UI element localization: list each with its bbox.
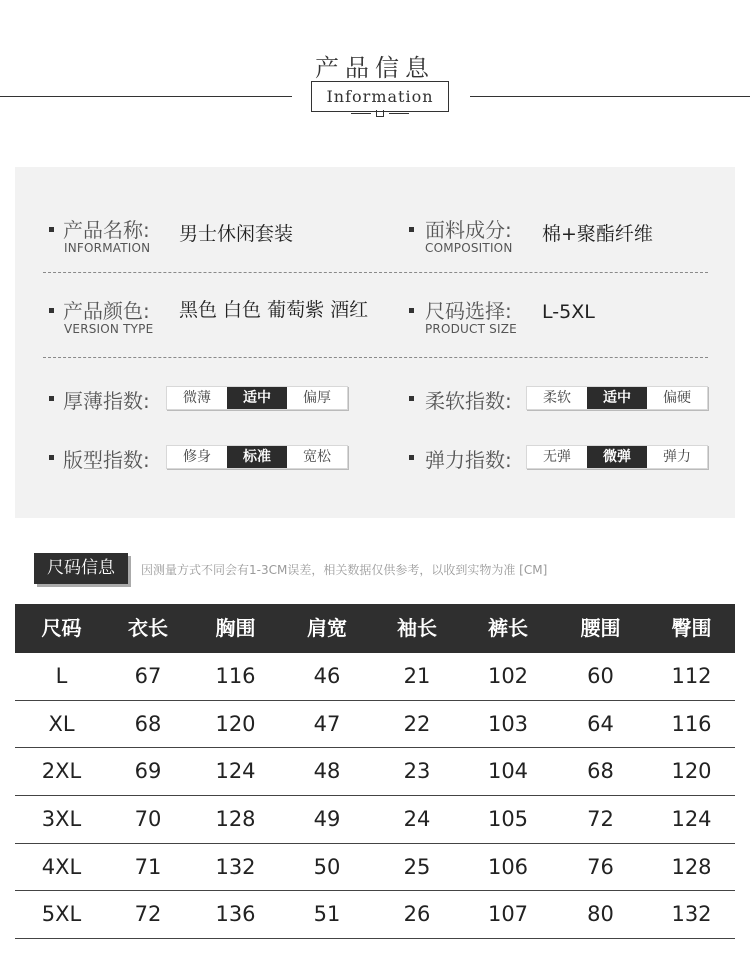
scale-option: 柔软 (543, 390, 571, 406)
bullet-icon (409, 308, 414, 313)
scale-option: 标准 (227, 446, 287, 468)
table-cell: L (55, 664, 68, 688)
table-cell: 128 (215, 807, 256, 832)
table-cell: 4XL (41, 854, 82, 879)
product-info-panel (15, 167, 735, 518)
table-header-cell: 袖长 (397, 616, 437, 640)
name-sublabel: INFORMATION (64, 241, 151, 255)
table-cell: 136 (215, 902, 256, 927)
table-cell: 51 (313, 902, 341, 927)
table-cell: 128 (671, 854, 712, 879)
table-cell: 105 (487, 807, 529, 832)
scale-option: 偏硬 (663, 390, 691, 406)
thickness-label: 厚薄指数: (63, 389, 150, 413)
table-cell: 68 (134, 711, 162, 736)
table-cell: 120 (215, 711, 256, 736)
table-cell: 69 (134, 759, 162, 784)
table-cell: 60 (587, 664, 614, 688)
table-cell: 24 (403, 807, 431, 832)
size-note: 因测量方式不同会有1-3CM误差，相关数据仅供参考，以收到实物为准 [CM] (141, 563, 548, 577)
scale-option: 适中 (227, 387, 287, 409)
size-info-tag: 尺码信息 (34, 553, 128, 584)
table-cell: 5XL (41, 902, 82, 927)
table-cell: 104 (487, 759, 529, 784)
table-cell: 25 (403, 854, 431, 879)
table-row (15, 844, 735, 892)
table-cell: 120 (671, 759, 712, 784)
color-value: 黑色 白色 葡萄紫 酒红 (179, 299, 369, 321)
elasticity-scale (526, 445, 708, 469)
dashed-divider (43, 357, 708, 358)
fabric-value: 棉+聚酯纤维 (542, 223, 653, 245)
table-cell: 116 (671, 711, 712, 736)
table-header-cell: 尺码 (41, 616, 82, 640)
fit-scale (166, 445, 348, 469)
scale-option: 弹力 (663, 449, 691, 465)
thickness-scale (166, 386, 348, 410)
table-cell: 76 (587, 854, 614, 879)
color-sublabel: VERSION TYPE (64, 322, 154, 336)
table-cell: 49 (313, 807, 341, 832)
header-ornament (351, 110, 409, 118)
table-row (15, 653, 735, 701)
table-cell: 21 (403, 664, 431, 688)
table-header-cell: 裤长 (488, 616, 528, 640)
table-cell: 26 (403, 902, 431, 927)
dashed-divider (43, 272, 708, 273)
name-label: 产品名称: (63, 218, 150, 242)
table-cell: 22 (403, 711, 431, 736)
table-cell: 132 (215, 854, 256, 879)
softness-label: 柔软指数: (425, 389, 512, 413)
header-divider-right (470, 96, 750, 97)
name-value: 男士休闲套装 (179, 223, 294, 245)
table-row (15, 701, 735, 749)
scale-option: 适中 (587, 387, 647, 409)
table-cell: 80 (587, 902, 614, 927)
table-cell: 72 (587, 807, 614, 832)
table-row (15, 891, 735, 939)
header-subtitle: Information (311, 81, 449, 112)
table-header-cell: 腰围 (580, 616, 621, 640)
scale-option: 无弹 (543, 449, 571, 465)
table-header-cell: 衣长 (128, 616, 168, 640)
elasticity-label: 弹力指数: (425, 448, 512, 472)
scale-option: 宽松 (303, 449, 331, 465)
table-cell: 107 (487, 902, 529, 927)
table-cell: 3XL (41, 807, 82, 832)
fabric-sublabel: COMPOSITION (425, 241, 513, 255)
table-cell: 124 (671, 807, 712, 832)
page-title: 产品信息 (315, 54, 435, 82)
size-value: L-5XL (542, 301, 595, 323)
table-cell: 70 (134, 807, 162, 832)
table-header-cell: 胸围 (215, 616, 256, 640)
fabric-label: 面料成分: (425, 218, 512, 242)
table-header-cell: 臀围 (671, 616, 712, 640)
size-sublabel: PRODUCT SIZE (425, 322, 517, 336)
softness-scale (526, 386, 708, 410)
bullet-icon (49, 455, 54, 460)
table-cell: 103 (487, 711, 529, 736)
table-row (15, 748, 735, 796)
scale-option: 微弹 (587, 446, 647, 468)
table-header (15, 604, 735, 653)
scale-option: 修身 (183, 449, 211, 465)
scale-option: 微薄 (183, 390, 211, 406)
table-cell: 46 (313, 664, 341, 688)
table-body (15, 653, 735, 939)
table-row (15, 796, 735, 844)
header-divider-left (0, 96, 292, 97)
table-cell: XL (48, 711, 75, 736)
fit-label: 版型指数: (63, 448, 150, 472)
bullet-icon (49, 227, 54, 232)
size-label: 尺码选择: (425, 299, 512, 323)
color-label: 产品颜色: (63, 299, 150, 323)
table-cell: 50 (313, 854, 341, 879)
table-cell: 71 (134, 854, 162, 879)
scale-option: 偏厚 (303, 390, 331, 406)
table-cell: 48 (313, 759, 341, 784)
bullet-icon (409, 227, 414, 232)
table-cell: 68 (587, 759, 614, 784)
table-cell: 64 (587, 711, 614, 736)
bullet-icon (49, 396, 54, 401)
bullet-icon (409, 396, 414, 401)
table-cell: 132 (671, 902, 712, 927)
table-cell: 124 (215, 759, 256, 784)
bullet-icon (49, 308, 54, 313)
table-cell: 116 (215, 664, 256, 688)
size-table (15, 604, 735, 939)
table-cell: 112 (671, 664, 712, 688)
bullet-icon (409, 455, 414, 460)
table-cell: 72 (134, 902, 162, 927)
table-cell: 2XL (41, 759, 82, 784)
table-cell: 47 (313, 711, 341, 736)
table-cell: 23 (403, 759, 431, 784)
table-cell: 102 (487, 664, 529, 688)
table-header-cell: 肩宽 (307, 616, 347, 640)
table-cell: 106 (487, 854, 529, 879)
table-cell: 67 (134, 664, 162, 688)
